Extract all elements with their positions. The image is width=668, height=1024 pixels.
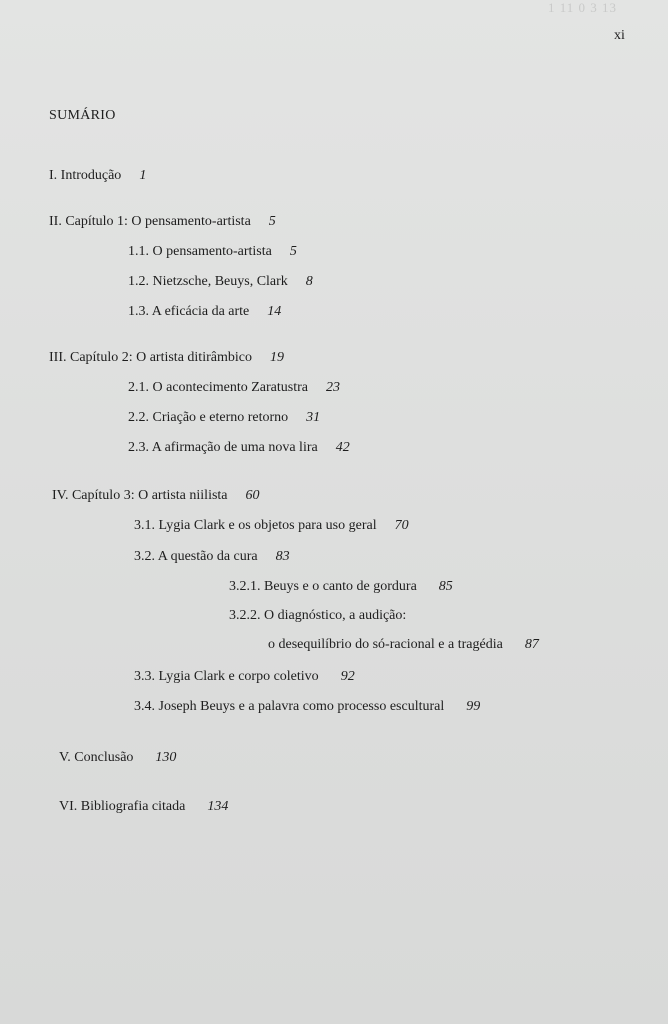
- toc-label: 3.2. A questão da cura: [134, 549, 258, 564]
- toc-entry-conclusao: [59, 750, 176, 766]
- page-number: xi: [614, 28, 625, 43]
- toc-entry-3-2-2-cont: [268, 637, 539, 653]
- toc-entry-3-3: [134, 669, 355, 685]
- toc-page: 1: [139, 168, 147, 183]
- toc-entry-3-2-2: [229, 608, 406, 624]
- toc-entry-capitulo-1: [49, 214, 276, 230]
- toc-page: 60: [245, 488, 260, 503]
- toc-entry-1-3: [128, 304, 281, 320]
- toc-page: 99: [466, 699, 481, 714]
- toc-entry-3-2-1: [229, 579, 453, 595]
- toc-page: 42: [335, 440, 350, 455]
- toc-label: 1.1. O pensamento-artista: [128, 244, 272, 259]
- library-stamp: 1 11 0 3 13: [548, 0, 618, 15]
- toc-label: 3.4. Joseph Beuys e a palavra como processo escultural: [134, 699, 445, 714]
- toc-label: 1.3. A eficácia da arte: [128, 304, 250, 319]
- toc-entry-2-2: [128, 410, 320, 426]
- toc-entry-capitulo-2: [49, 350, 284, 366]
- toc-page: 134: [207, 799, 229, 814]
- toc-page: 5: [289, 244, 297, 259]
- toc-page: 23: [325, 380, 340, 395]
- toc-page: 130: [155, 750, 177, 765]
- toc-label: o desequilíbrio do só-racional e a tragédia: [268, 637, 503, 652]
- toc-entry-3-2: [134, 549, 290, 565]
- toc-label: IV. Capítulo 3: O artista niilista: [52, 488, 228, 503]
- toc-entry-introducao: [49, 168, 146, 184]
- toc-page: 14: [267, 304, 282, 319]
- toc-label: 3.2.1. Beuys e o canto de gordura: [229, 579, 417, 594]
- toc-entry-3-1: [134, 518, 409, 534]
- toc-page: 85: [438, 579, 453, 594]
- toc-label: 1.2. Nietzsche, Beuys, Clark: [128, 274, 288, 289]
- toc-label: I. Introdução: [49, 168, 122, 183]
- toc-label: 3.3. Lygia Clark e corpo coletivo: [134, 669, 319, 684]
- toc-label: 2.2. Criação e eterno retorno: [128, 410, 289, 425]
- toc-page: 70: [394, 518, 409, 533]
- toc-entry-2-1: [128, 380, 340, 396]
- toc-label: 3.2.2. O diagnóstico, a audição:: [229, 608, 407, 623]
- page-title: SUMÁRIO: [49, 108, 116, 123]
- toc-page: 83: [275, 549, 290, 564]
- toc-label: V. Conclusão: [59, 750, 134, 765]
- toc-page: 31: [306, 410, 321, 425]
- toc-page: 92: [340, 669, 355, 684]
- toc-label: II. Capítulo 1: O pensamento-artista: [49, 214, 251, 229]
- toc-entry-1-2: [128, 274, 313, 290]
- toc-page: 8: [305, 274, 313, 289]
- toc-label: 2.3. A afirmação de uma nova lira: [128, 440, 318, 455]
- toc-label: III. Capítulo 2: O artista ditirâmbico: [49, 350, 252, 365]
- toc-label: 2.1. O acontecimento Zaratustra: [128, 380, 308, 395]
- toc-page: 19: [269, 350, 284, 365]
- toc-entry-capitulo-3: [52, 488, 260, 504]
- toc-label: 3.1. Lygia Clark e os objetos para uso geral: [134, 518, 377, 533]
- toc-entry-bibliografia: [59, 799, 228, 815]
- toc-label: VI. Bibliografia citada: [59, 799, 186, 814]
- toc-entry-3-4: [134, 699, 480, 715]
- toc-page: 87: [524, 637, 539, 652]
- toc-entry-2-3: [128, 440, 350, 456]
- toc-page: 5: [268, 214, 276, 229]
- toc-entry-1-1: [128, 244, 297, 260]
